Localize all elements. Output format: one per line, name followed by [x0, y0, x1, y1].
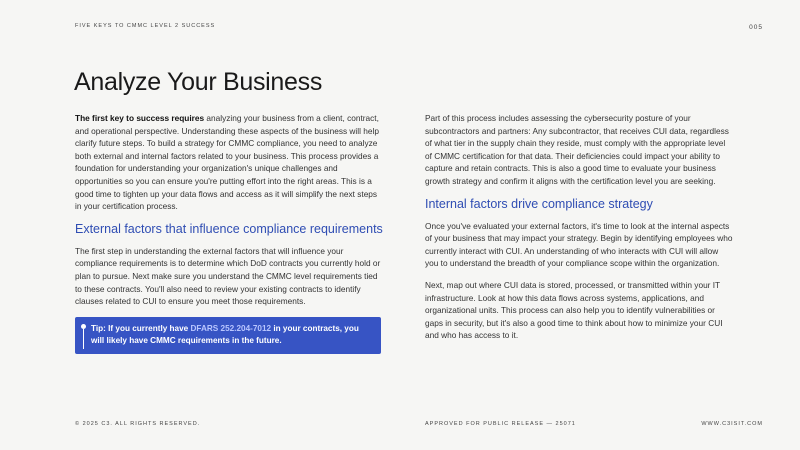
intro-lead: The first key to success requires	[75, 113, 205, 123]
subcontractor-paragraph: Part of this process includes assessing the cybersecurity posture of your subcontractors and partners: Any subcontractor, that receives CUI data, regardless of what tier in the supply chain they reside, must comply with the appropriate level of CMMC certification for that data. Their deficiencies could impact your ability to capture and retain contracts. This is also a good time to evaluate your business growth strategy and confirm it aligns with the certification level you are seeking.	[425, 113, 729, 186]
footer-website: WWW.C3ISIT.COM	[701, 421, 763, 427]
pin-icon	[81, 324, 87, 350]
external-factors-heading: External factors that influence compliance requirements	[75, 221, 383, 236]
intro-paragraph	[75, 112, 383, 213]
cui-mapping-paragraph: Next, map out where CUI data is stored, processed, or transmitted within your IT infrastructure. Look at how this data flows across systems, applications, and organizational units. This process can also help you to identify vulnerabilities or gaps in security, but it's also a good time to think about how to minimize your CUI and who has access to it.	[425, 279, 723, 341]
internal-factors-paragraph: Once you've evaluated your external factors, it's time to look at the internal aspects of your business that may impact your strategy. Begin by identifying employees who currently interact with CUI. An understanding of who interacts with CUI will allow you to understand the breadth of your compliance scope within the organization.	[425, 220, 733, 269]
right-column	[425, 112, 733, 351]
tip-callout	[75, 317, 381, 354]
internal-factors-heading: Internal factors drive compliance strategy	[425, 196, 653, 211]
left-column	[75, 112, 383, 354]
tip-prefix: Tip: If you currently have	[91, 323, 191, 333]
external-factors-paragraph: The first step in understanding the external factors that will influence your compliance requirements is to determine which DoD contracts you currently hold or plan to pursue. Next make sure you understand the CMMC level requirements tied to these contracts. You'll also need to review your existing contracts to identify clauses related to CUI to ensure you meet those requirements.	[75, 245, 381, 307]
page-title: Analyze Your Business	[74, 68, 323, 96]
intro-body: analyzing your business from a client, contract, and operational perspective. Understanding these aspects of the business will help clarify future steps. To build a strategy for CMMC compliance, you need to analyze both external and internal factors related to your business. This process provides a foundation for understanding your organization's unique challenges and opportunities so you can ensure you're putting effort into the right areas. This is a good time to tighten up your data flows and access as it will simplify the next steps in your certification process.	[75, 113, 379, 212]
page-number: 005	[749, 24, 763, 31]
tip-dfars-reference: DFARS 252.204-7012	[190, 323, 272, 333]
running-header: FIVE KEYS TO CMMC LEVEL 2 SUCCESS	[75, 23, 216, 29]
footer-release: APPROVED FOR PUBLIC RELEASE — 25071	[425, 421, 576, 427]
footer-copyright: © 2025 C3. ALL RIGHTS RESERVED.	[75, 421, 201, 427]
tip-suffix: in your contracts, you will likely have CMMC requirements in the future.	[91, 323, 359, 346]
